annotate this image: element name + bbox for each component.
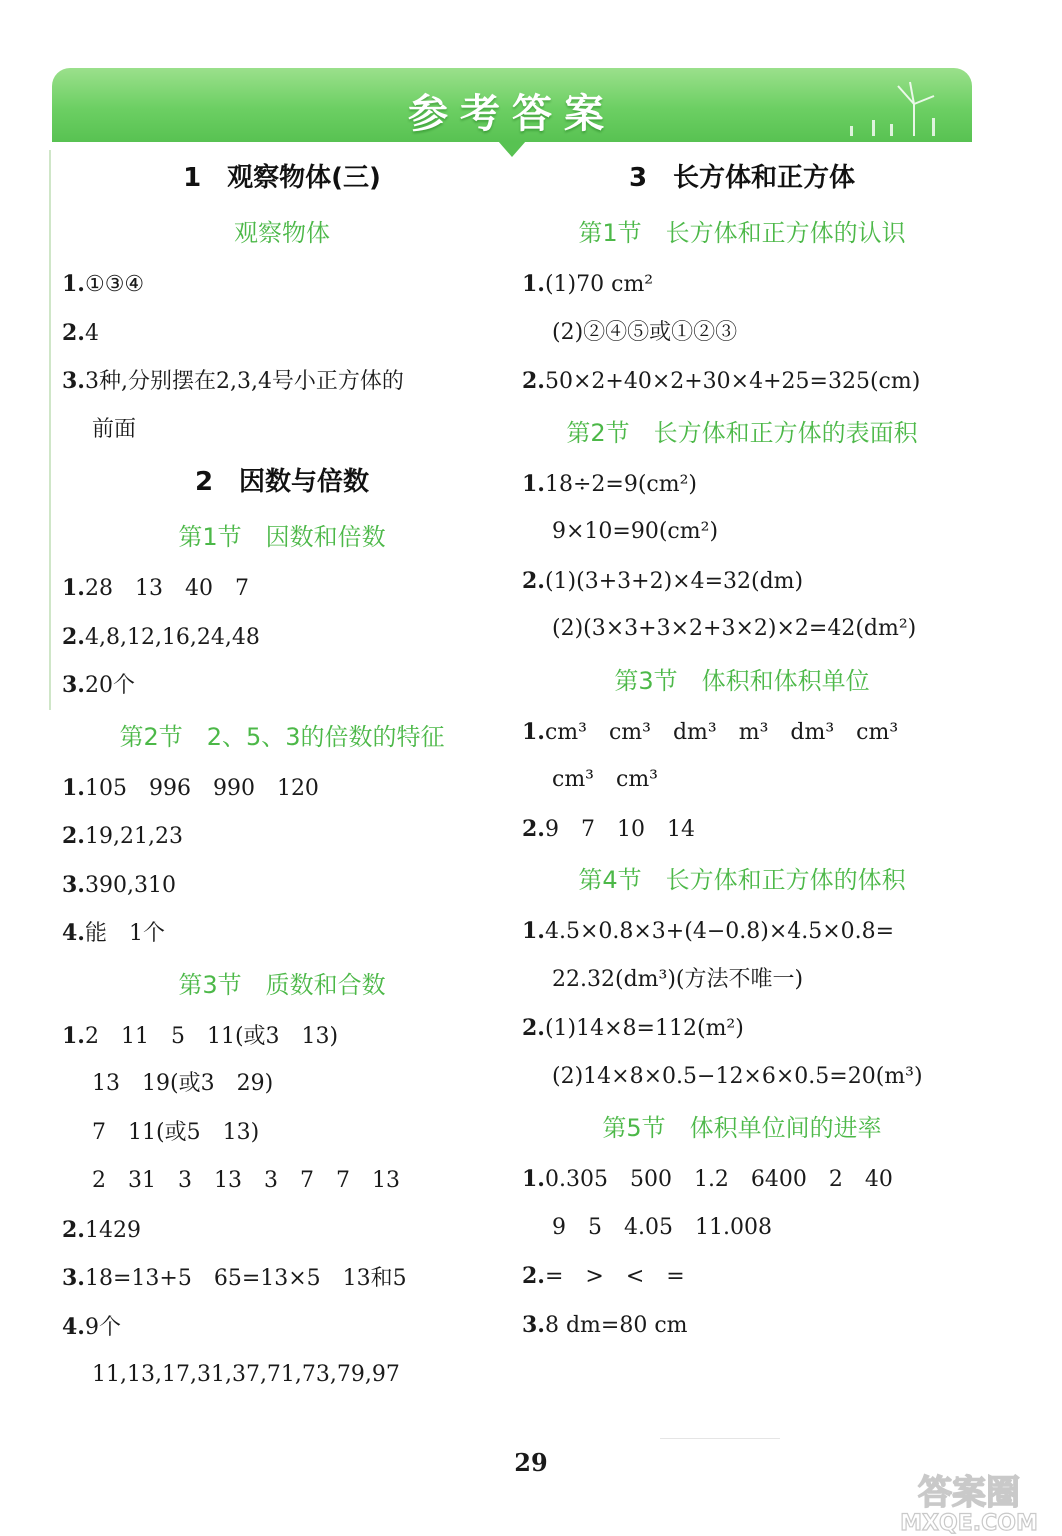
right-column <box>522 150 962 1349</box>
answer-line <box>522 260 962 309</box>
answer-line <box>62 861 502 910</box>
answer-continuation: 2 31 3 13 3 7 7 13 <box>92 1168 400 1193</box>
answer-text: 0.305 500 1.2 6400 2 40 <box>544 1167 893 1192</box>
answer-line <box>62 260 502 309</box>
answer-number: 3. <box>62 368 85 394</box>
chapter-title: 2 因数与倍数 <box>194 467 370 497</box>
answer-number: 2. <box>62 623 85 650</box>
answer-continuation: 11,13,17,31,37,71,73,79,97 <box>92 1362 400 1387</box>
answer-number: 2. <box>522 815 545 842</box>
answer-number: 2. <box>522 567 545 594</box>
answer-line <box>62 1206 502 1255</box>
answer-line <box>522 557 962 606</box>
answer-text: 能 1个 <box>84 921 165 946</box>
answer-number: 3. <box>62 672 85 698</box>
answer-number: 4. <box>62 1313 85 1340</box>
answer-continuation: (2)(3×3+3×2+3×2)×2=42(dm²) <box>552 616 917 641</box>
answer-text: (1)70 cm² <box>544 272 654 297</box>
answer-text: 18÷2=9(cm²) <box>544 471 697 497</box>
answer-number: 1. <box>522 470 545 497</box>
answer-continuation: 22.32(dm³)(方法不唯一) <box>552 966 804 992</box>
answer-text: 50×2+40×2+30×4+25=325(cm) <box>544 369 921 394</box>
answer-text: 4,8,12,16,24,48 <box>84 624 260 650</box>
chapter-title: 3 长方体和正方体 <box>628 163 856 193</box>
answer-number: 2. <box>522 1263 545 1289</box>
answer-text: 390,310 <box>84 872 176 898</box>
answer-text: 1429 <box>84 1217 141 1243</box>
answer-text: 18=13+5 65=13×5 13和5 <box>84 1266 407 1291</box>
answer-continuation: 13 19(或3 29) <box>92 1071 274 1096</box>
answer-line <box>62 909 502 958</box>
answer-line <box>62 309 502 358</box>
footer-rule <box>660 1438 780 1439</box>
answer-line <box>522 805 962 854</box>
answer-text: 9 7 10 14 <box>544 816 695 842</box>
page-number: 29 <box>514 1448 548 1477</box>
answer-number: 3. <box>522 1311 545 1338</box>
answer-line <box>62 1012 502 1061</box>
answer-line <box>62 357 502 406</box>
answer-text: 19,21,23 <box>84 824 183 849</box>
left-column <box>62 150 502 1400</box>
banner-title: 参考答案 <box>408 91 616 137</box>
answer-number: 1. <box>62 271 85 297</box>
watermark-text: 答案圈 <box>918 1473 1020 1513</box>
answer-line <box>522 1252 962 1301</box>
answer-line <box>62 564 502 613</box>
answer-text: 28 13 40 7 <box>84 576 249 601</box>
answer-number: 2. <box>62 823 85 849</box>
answer-number: 1. <box>522 271 545 297</box>
answer-continuation: 前面 <box>92 416 137 442</box>
answer-line <box>522 1155 962 1204</box>
answer-line <box>522 357 962 406</box>
answer-text: 105 996 990 120 <box>84 775 319 801</box>
answer-line <box>522 460 962 509</box>
section-title: 第1节 长方体和正方体的认识 <box>578 219 906 247</box>
chapter-title: 1 观察物体(三) <box>183 163 381 193</box>
answer-line <box>62 1254 502 1303</box>
answer-number: 1. <box>522 918 545 944</box>
answer-continuation: (2)②④⑤或①②③ <box>552 319 738 345</box>
answer-continuation: 7 11(或5 13) <box>92 1119 260 1145</box>
section-title: 观察物体 <box>234 219 330 247</box>
answer-text: 4.5×0.8×3+(4−0.8)×4.5×0.8= <box>544 919 895 944</box>
answer-continuation: 9 5 4.05 11.008 <box>552 1214 772 1240</box>
answer-number: 2. <box>62 1216 85 1243</box>
answer-number: 2. <box>62 319 85 346</box>
answer-line <box>62 613 502 662</box>
section-title: 第2节 2、5、3的倍数的特征 <box>119 722 445 751</box>
answer-line <box>522 907 962 956</box>
answer-number: 2. <box>522 1015 545 1041</box>
answer-text: = > < = <box>544 1264 685 1289</box>
answer-number: 1. <box>62 774 85 801</box>
answer-number: 1. <box>62 1022 85 1049</box>
watermark-logo <box>884 1468 1054 1534</box>
answer-number: 3. <box>62 871 85 898</box>
section-title: 第1节 因数和倍数 <box>178 523 386 551</box>
answer-number: 2. <box>522 368 545 394</box>
answer-text: 8 dm=80 cm <box>544 1312 688 1338</box>
answer-line <box>62 764 502 813</box>
section-title: 第5节 体积单位间的进率 <box>602 1114 882 1142</box>
answer-number: 1. <box>522 1166 545 1192</box>
answer-number: 3. <box>62 1265 85 1291</box>
answer-text: ①③④ <box>84 272 145 297</box>
answer-text: (1)14×8=112(m²) <box>544 1016 744 1041</box>
answer-line <box>62 1303 502 1352</box>
answer-line <box>522 1301 962 1350</box>
answer-text: 2 11 5 11(或3 13) <box>84 1023 339 1049</box>
section-title: 第3节 质数和合数 <box>178 970 386 999</box>
answer-continuation: cm³ cm³ <box>552 767 659 792</box>
answer-line <box>62 661 502 710</box>
answer-text: 3种,分别摆在2,3,4号小正方体的 <box>84 369 404 394</box>
answer-line <box>62 812 502 861</box>
answer-number: 1. <box>62 575 85 601</box>
answer-text: 4 <box>84 320 99 346</box>
section-title: 第4节 长方体和正方体的体积 <box>578 866 906 894</box>
answer-line <box>522 1004 962 1053</box>
answer-text: 20个 <box>84 673 135 698</box>
section-title: 第3节 体积和体积单位 <box>614 666 870 695</box>
windmill-icon <box>830 74 950 140</box>
answer-number: 1. <box>522 718 545 745</box>
margin-line <box>49 150 51 710</box>
answer-number: 4. <box>62 920 85 946</box>
answer-text: (1)(3+3+2)×4=32(dm) <box>544 568 804 594</box>
answer-line <box>522 708 962 757</box>
answer-continuation: (2)14×8×0.5−12×6×0.5=20(m³) <box>552 1063 923 1089</box>
watermark-domain: MXQE.COM <box>900 1511 1038 1534</box>
answer-text: cm³ cm³ dm³ m³ dm³ cm³ <box>544 719 899 745</box>
title-banner <box>52 68 972 142</box>
answer-continuation: 9×10=90(cm²) <box>552 519 719 544</box>
answer-text: 9个 <box>84 1314 121 1340</box>
section-title: 第2节 长方体和正方体的表面积 <box>566 418 918 447</box>
